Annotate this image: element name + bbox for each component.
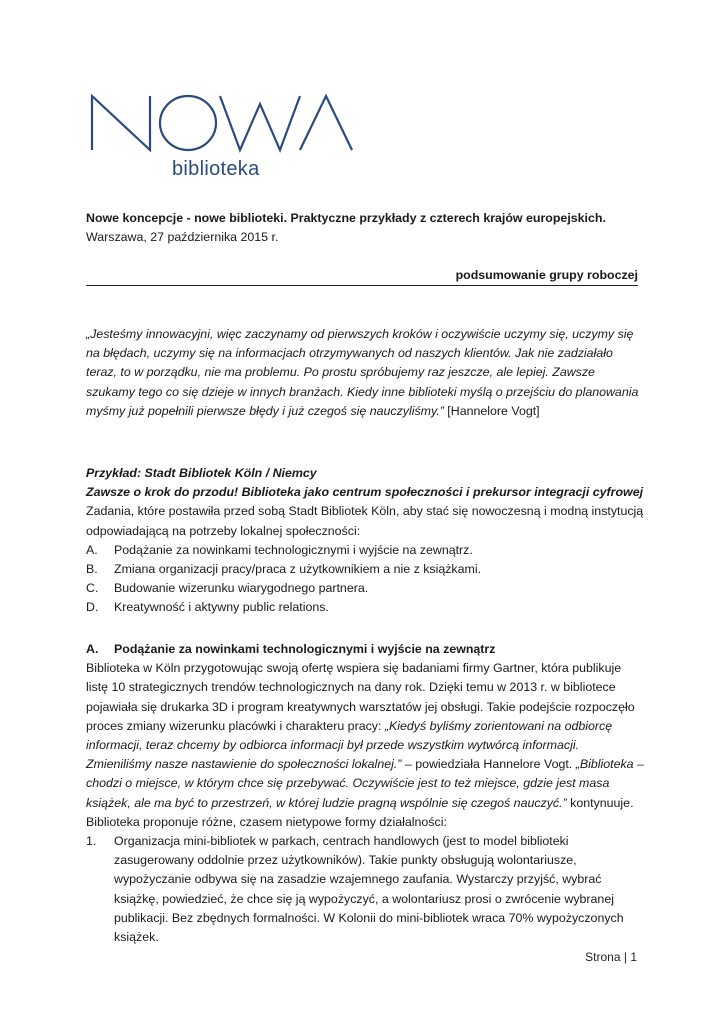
list-item-text: Zmiana organizacji pracy/praca z użytkownikiem a nie z książkami.: [114, 562, 482, 577]
logo-subtitle: biblioteka: [172, 158, 260, 180]
paragraph-text: Biblioteka w Köln przygotowując swoją ofertę wspiera się badaniami firmy Gartner, która publikuje listę 10 strategicznych trendów technologicznych na dany rok. Dzięki temu w 2013 r. w bibliotece pojawiała się drukarka 3D i program kreatywnych warsztatów jej obsługi. Takie podejście rozpoczęło proces zmiany wizerunku placówki i charakteru pracy:: [86, 661, 635, 733]
list-item-text: Podążanie za nowinkami technologicznymi i wyjście na zewnątrz.: [114, 542, 473, 557]
summary-heading: podsumowanie grupy roboczej: [86, 267, 638, 286]
logo-mark: [88, 88, 358, 158]
list-marker: C.: [86, 581, 99, 596]
activity-list: [86, 832, 646, 947]
opening-quote: [86, 325, 646, 421]
list-item: [86, 832, 646, 947]
paragraph-text: kontynuuje.: [566, 795, 634, 810]
section-marker: A.: [86, 642, 99, 656]
list-item-text: Organizacja mini-bibliotek w parkach, centrach handlowych (jest to model biblioteki zasugerowany oddolnie przez użytkowników). Takie punkty obsługują wolontariusze, wypożyczanie odbywa się na zasadzie wzajemnego zaufania. Wystarczy przyjść, wybrać książkę, powiedzieć, że chce się ją wypożyczyć, a wolontariusz prosi o zwrócenie wybranej publikacji. Bez zbędnych formalności. W Kolonii do mini-bibliotek wraca 70% wypożyczonych książek.: [114, 834, 624, 945]
list-marker: 1.: [86, 834, 97, 849]
list-item: [86, 541, 646, 560]
task-list: [86, 541, 646, 618]
list-item-text: Kreatywność i aktywny public relations.: [114, 600, 329, 615]
page-number: Strona | 1: [585, 950, 637, 964]
quote-text: „Jesteśmy innowacyjni, więc zaczynamy od pierwszych kroków i oczywiście uczymy się, uczymy się na błędach, uczymy się na informacjach otrzymywanych od naszych klientów. Jak nie zadziałało teraz, to w porządku, nie ma problemu. Po prostu spróbujemy raz jeszcze, ale lepiej. Zawsze szukamy tego co się dzieje w innych branżach. Kiedy inne biblioteki myślą o przejściu do planowania myśmy już popełnili pierwsze błędy i już czegoś się nauczyliśmy.”: [86, 327, 639, 418]
list-marker: B.: [86, 562, 98, 577]
example-subheading: Zawsze o krok do przodu! Biblioteka jako centrum społeczności i prekursor integracji cyfrowej: [86, 485, 644, 500]
example-section: [86, 464, 646, 618]
list-marker: A.: [86, 542, 98, 557]
section-a-heading: [86, 640, 646, 659]
list-marker: D.: [86, 600, 99, 615]
list-item: [86, 579, 646, 598]
list-item-text: Budowanie wizerunku wiarygodnego partnera.: [114, 581, 369, 596]
example-intro: Zadania, które postawiła przed sobą Stadt Bibliotek Köln, aby stać się nowoczesną i modną instytucją odpowiadającą na potrzeby lokalnej społeczności:: [86, 504, 644, 538]
section-a: [86, 640, 646, 947]
section-a-heading-list: [86, 640, 646, 659]
section-a-title: Podążanie za nowinkami technologicznymi i wyjście na zewnątrz: [114, 642, 496, 656]
section-a-paragraph: [86, 659, 646, 813]
quote-text: „Biblioteka – chodzi o miejsce, w którym chce się przebywać. Oczywiście jest to też miejsce, gdzie jest masa książek, ale ma być to przestrzeń, w której ludzie pragną wspólnie się czegoś nauczyć.”: [86, 757, 644, 810]
list-item: [86, 560, 646, 579]
quote-author: [Hannelore Vogt]: [443, 403, 540, 418]
example-heading: Przykład: Stadt Bibliotek Köln / Niemcy: [86, 466, 317, 480]
document-title: Nowe koncepcje - nowe biblioteki. Praktyczne przykłady z czterech krajów europejskich.: [86, 211, 606, 225]
paragraph-text: – powiedziała Hannelore Vogt.: [401, 757, 576, 772]
list-item: [86, 598, 646, 617]
quote-text: „Kiedyś byliśmy zorientowani na odbiorcę informacji, teraz chcemy by odbiorca informacji był przede wszystkim wytwórcą informacji. Zmieniliśmy nasze nastawienie do społeczności lokalnej.”: [86, 718, 613, 772]
document-date: Warszawa, 27 października 2015 r.: [86, 230, 279, 244]
section-a-forms-intro: Biblioteka proponuje różne, czasem nietypowe formy działalności:: [86, 814, 447, 829]
